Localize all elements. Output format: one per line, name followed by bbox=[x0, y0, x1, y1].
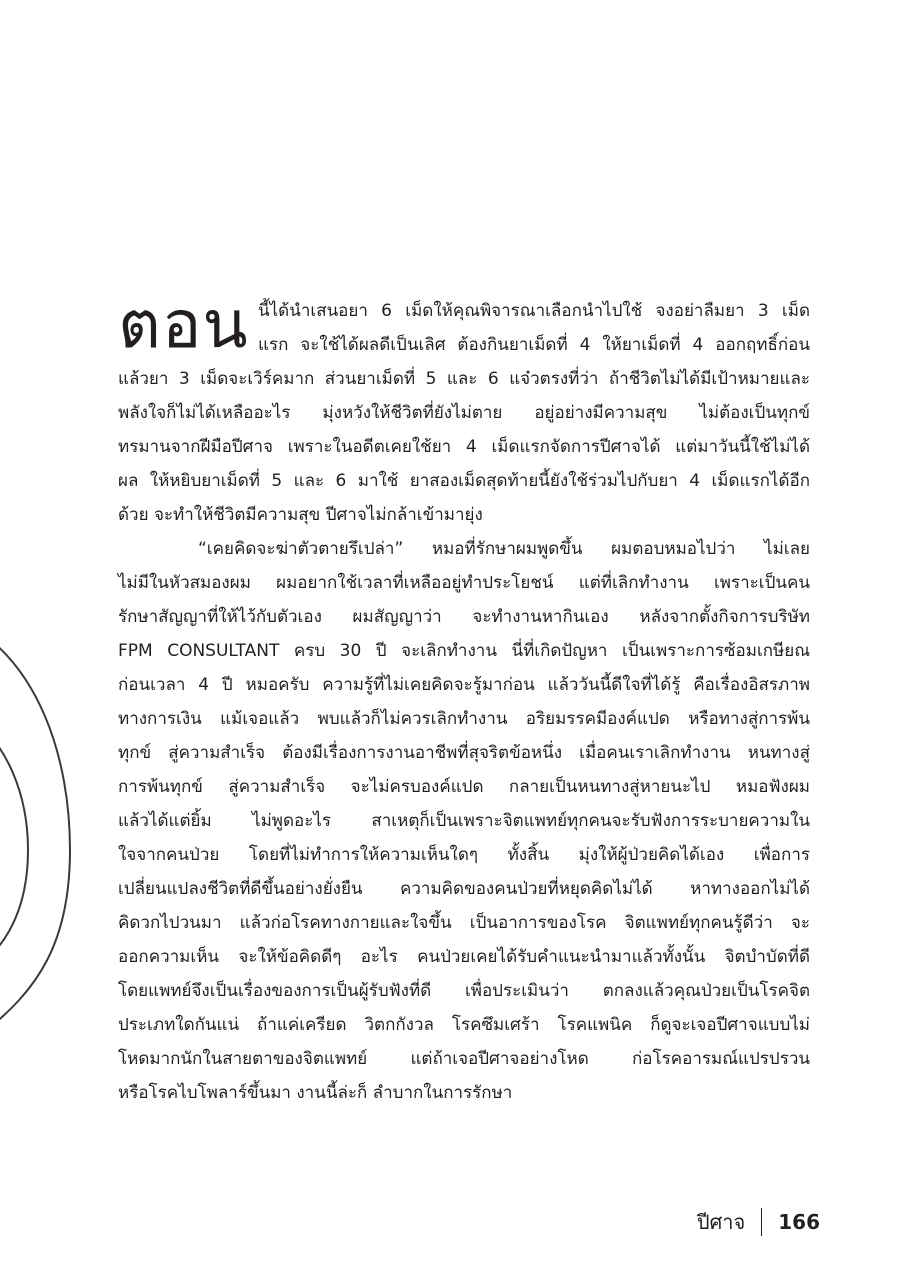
paragraph-line: แรก จะใช้ได้ผลดีเป็นเลิศ ต้องกินยาเม็ดที่ 4 ให้ยาเม็ดที่ 4 ออกฤทธิ์ก่อน bbox=[258, 335, 810, 355]
paragraph-line: ทุกข์ สู่ความสำเร็จ ต้องมีเรื่องการงานอาชีพที่สุจริตข้อหนึ่ง เมื่อคนเราเลิกทำงาน หนทางสู่ bbox=[118, 743, 810, 763]
paragraph-line: ก่อนเวลา 4 ปี หมอครับ ความรู้ที่ไม่เคยคิดจะรู้มาก่อน แล้ววันนี้ดีใจที่ได้รู้ คือเรื่องอิสรภาพ bbox=[118, 675, 810, 695]
paragraph-line: ด้วย จะทำให้ชีวิตมีความสุข ปีศาจไม่กล้าเข้ามายุ่ง bbox=[118, 505, 483, 525]
paragraph-line: แล้วยา 3 เม็ดจะเวิร์คมาก ส่วนยาเม็ดที่ 5 และ 6 แจ๋วตรงที่ว่า ถ้าชีวิตไม่ได้มีเป้าหมายและ bbox=[118, 369, 810, 389]
paragraph-line: แล้วได้แต่ยิ้ม ไม่พูดอะไร สาเหตุก็เป็นเพราะจิตแพทย์ทุกคนจะรับฟังการระบายความใน bbox=[118, 811, 810, 831]
paragraph-line: ทรมานจากฝีมือปีศาจ เพราะในอดีตเคยใช้ยา 4 เม็ดแรกจัดการปีศาจได้ แต่มาวันนี้ใช้ไม่ได้ bbox=[118, 437, 810, 457]
paragraph-line: เปลี่ยนแปลงชีวิตที่ดีขึ้นอย่างยั่งยืน ความคิดของคนป่วยที่หยุดคิดไม่ได้ หาทางออกไม่ได้ bbox=[118, 879, 810, 899]
paragraph-line: โดยแพทย์จึงเป็นเรื่องของการเป็นผู้รับฟังที่ดี เพื่อประเมินว่า ตกลงแล้วคุณป่วยเป็นโรคจิต bbox=[118, 981, 810, 1001]
paragraph-line: นี้ได้นำเสนอยา 6 เม็ดให้คุณพิจารณาเลือกนำไปใช้ จงอย่าลืมยา 3 เม็ด bbox=[258, 301, 810, 321]
paragraph-line: การพ้นทุกข์ สู่ความสำเร็จ จะไม่ครบองค์แปด กลายเป็นหนทางสู่หายนะไป หมอฟังผม bbox=[118, 777, 810, 797]
page-footer bbox=[697, 1205, 820, 1239]
paragraph-line: FPM CONSULTANT ครบ 30 ปี จะเลิกทำงาน นี่ที่เกิดปัญหา เป็นเพราะการซ้อมเกษียณ bbox=[118, 641, 810, 661]
paragraph-line: คิดวกไปวนมา แล้วก่อโรคทางกายและใจขึ้น เป็นอาการของโรค จิตแพทย์ทุกคนรู้ดีว่า จะ bbox=[118, 913, 810, 933]
paragraph-line: ออกความเห็น จะให้ข้อคิดดีๆ อะไร คนป่วยเคยได้รับคำแนะนำมาแล้วทั้งนั้น จิตบำบัดที่ดี bbox=[118, 947, 810, 967]
drop-cap: ตอน bbox=[118, 286, 249, 363]
paragraph-line: โหดมากนักในสายตาของจิตแพทย์ แต่ถ้าเจอปีศาจอย่างโหด ก่อโรคอารมณ์แปรปรวน bbox=[118, 1049, 810, 1069]
paragraph-line: ทางการเงิน แม้เจอแล้ว พบแล้วก็ไม่ควรเลิกทำงาน อริยมรรคมีองค์แปด หรือทางสู่การพ้น bbox=[118, 709, 810, 729]
paragraph-line: “เคยคิดจะฆ่าตัวตายรึเปล่า” หมอที่รักษาผมพูดขึ้น ผมตอบหมอไปว่า ไม่เลย bbox=[198, 539, 810, 559]
paragraph-line: ไม่มีในหัวสมองผม ผมอยากใช้เวลาที่เหลืออยู่ทำประโยชน์ แต่ที่เลิกทำงาน เพราะเป็นคน bbox=[118, 573, 810, 593]
page-number: 166 bbox=[778, 1210, 820, 1234]
paragraph-line: รักษาสัญญาที่ให้ไว้กับตัวเอง ผมสัญญาว่า จะทำงานหากินเอง หลังจากตั้งกิจการบริษัท bbox=[118, 607, 810, 627]
paragraph-line: ใจจากคนป่วย โดยที่ไม่ทำการให้ความเห็นใดๆ ทั้งสิ้น มุ่งให้ผู้ป่วยคิดได้เอง เพื่อการ bbox=[118, 845, 810, 865]
footer-divider bbox=[761, 1208, 762, 1236]
paragraph-line: ผล ให้หยิบยาเม็ดที่ 5 และ 6 มาใช้ ยาสองเม็ดสุดท้ายนี้ยังใช้ร่วมไปกับยา 4 เม็ดแรกได้อีก bbox=[118, 471, 810, 491]
paragraph-line: พลังใจก็ไม่ได้เหลืออะไร มุ่งหวังให้ชีวิตที่ยังไม่ตาย อยู่อย่างมีความสุข ไม่ต้องเป็นทุกข์ bbox=[118, 403, 810, 423]
paragraph-line: หรือโรคไบโพลาร์ขึ้นมา งานนี้ล่ะก็ ลำบากในการรักษา bbox=[118, 1083, 513, 1103]
running-book-title: ปีศาจ bbox=[696, 1210, 746, 1234]
paragraph-line: ประเภทใดกันแน่ ถ้าแค่เครียด วิตกกังวล โรคซึมเศร้า โรคแพนิค ก็ดูจะเจอปีศาจแบบไม่ bbox=[118, 1015, 810, 1035]
